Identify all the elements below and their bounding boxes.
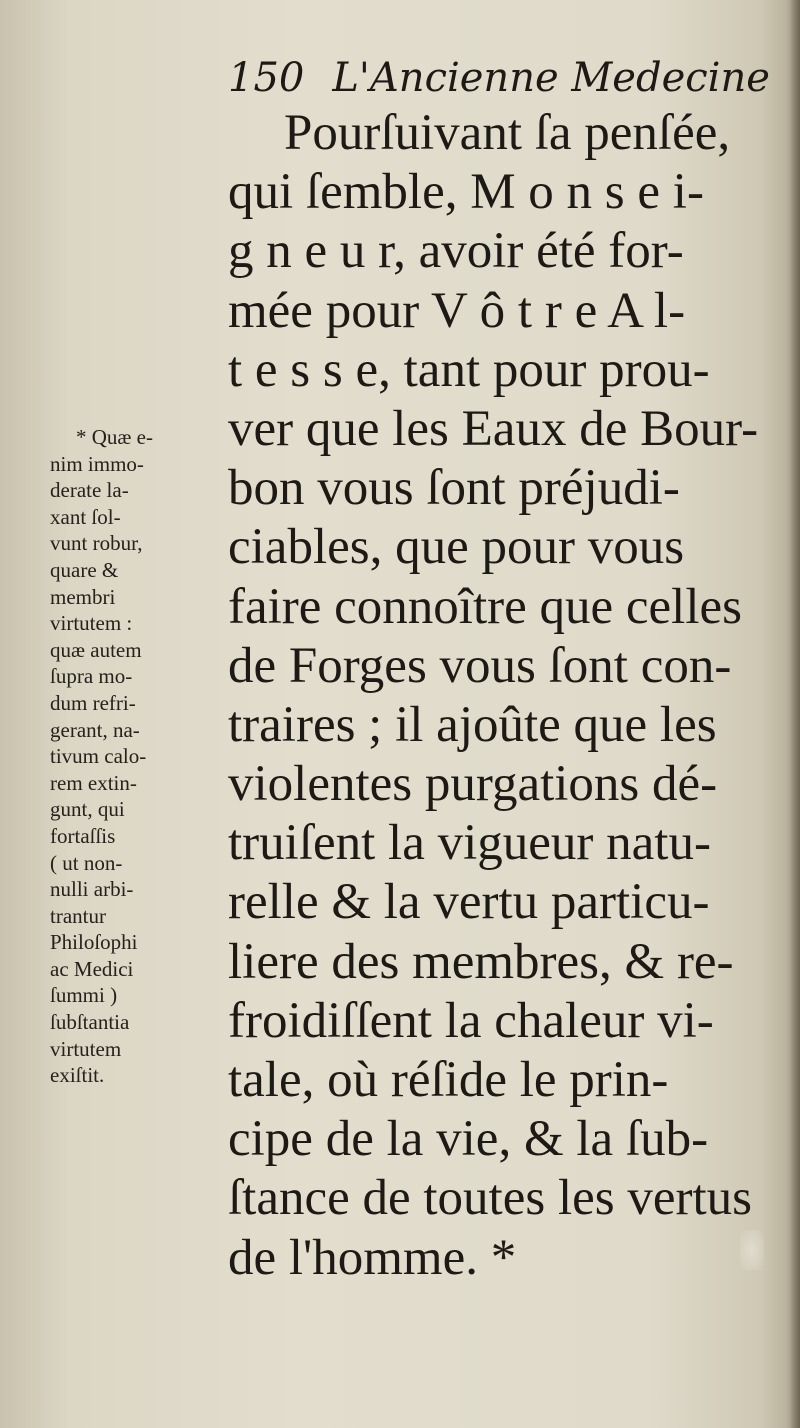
marginal-line: fortaſſis [50,823,116,848]
marginal-line: ( ut non- [50,850,123,875]
text-line: t e s s e, tant pour prou- [228,341,710,398]
page-number: 150 [228,55,305,101]
marginal-line: vunt robur, [50,531,143,556]
marginal-line: Philoſophi [50,930,138,955]
text-line: truiſent la vigueur natu- [228,815,711,872]
marginal-line: ſupra mo- [50,664,133,689]
text-line: mée pour V ô t r e A l- [228,282,686,339]
marginal-line: * Quæ e- [76,425,153,449]
text-line: de l'homme. * [228,1229,517,1286]
marginal-line: exiſtit. [50,1063,105,1088]
text-line: liere des membres, & re- [228,933,734,990]
text-line: relle & la vertu particu- [228,874,710,931]
marginal-line: derate la- [50,478,129,503]
marginal-line: gerant, na- [50,717,140,742]
text-line: Pourſuivant ſa penſée, [284,105,731,161]
text-line: faire connoître que celles [228,578,742,635]
text-line: ſtance de toutes les vertus [228,1170,752,1227]
marginal-line: virtutem [50,1036,122,1061]
text-line: de Forges vous ſont con- [228,637,732,694]
text-line: cipe de la vie, & la ſub- [228,1111,709,1168]
running-head-title: L'Ancienne Medecine [332,55,770,101]
marginal-line: tivum calo- [50,744,147,769]
running-head [228,50,770,106]
text-line: traires ; il ajoûte que les [228,696,717,753]
marginal-line: ſummi ) [50,983,118,1008]
marginal-line: quare & [50,557,119,582]
text-line: froidiſſent la chaleur vi- [228,992,714,1049]
marginal-line: ſubſtantia [50,1010,130,1035]
marginal-line: xant ſol- [50,504,121,529]
text-line: qui ſemble, M o n s e i- [228,164,704,221]
text-line: ver que les Eaux de Bour- [228,400,759,457]
marginal-line: membri [50,584,116,609]
marginal-line: quæ autem [50,637,142,662]
marginal-line: ac Medici [50,956,134,981]
text-line: violentes purgations dé- [228,756,718,813]
paper-blemish [740,1230,764,1270]
marginal-line: rem extin- [50,770,137,795]
marginal-line: virtutem : [50,611,133,636]
marginal-line: trantur [50,903,106,928]
marginal-line: nulli arbi- [50,877,134,902]
text-line: tale, où réſide le prin- [228,1052,669,1108]
marginal-note [50,424,220,1089]
main-text-block [228,104,759,1288]
text-line: g n e u r, avoir été for- [228,223,684,280]
marginal-line: dum refri- [50,690,136,715]
marginal-line: gunt, qui [50,797,125,822]
text-line: bon vous ſont préjudi- [228,460,680,517]
text-line: ciables, que pour vous [228,519,685,576]
marginal-line: nim immo- [50,451,144,476]
